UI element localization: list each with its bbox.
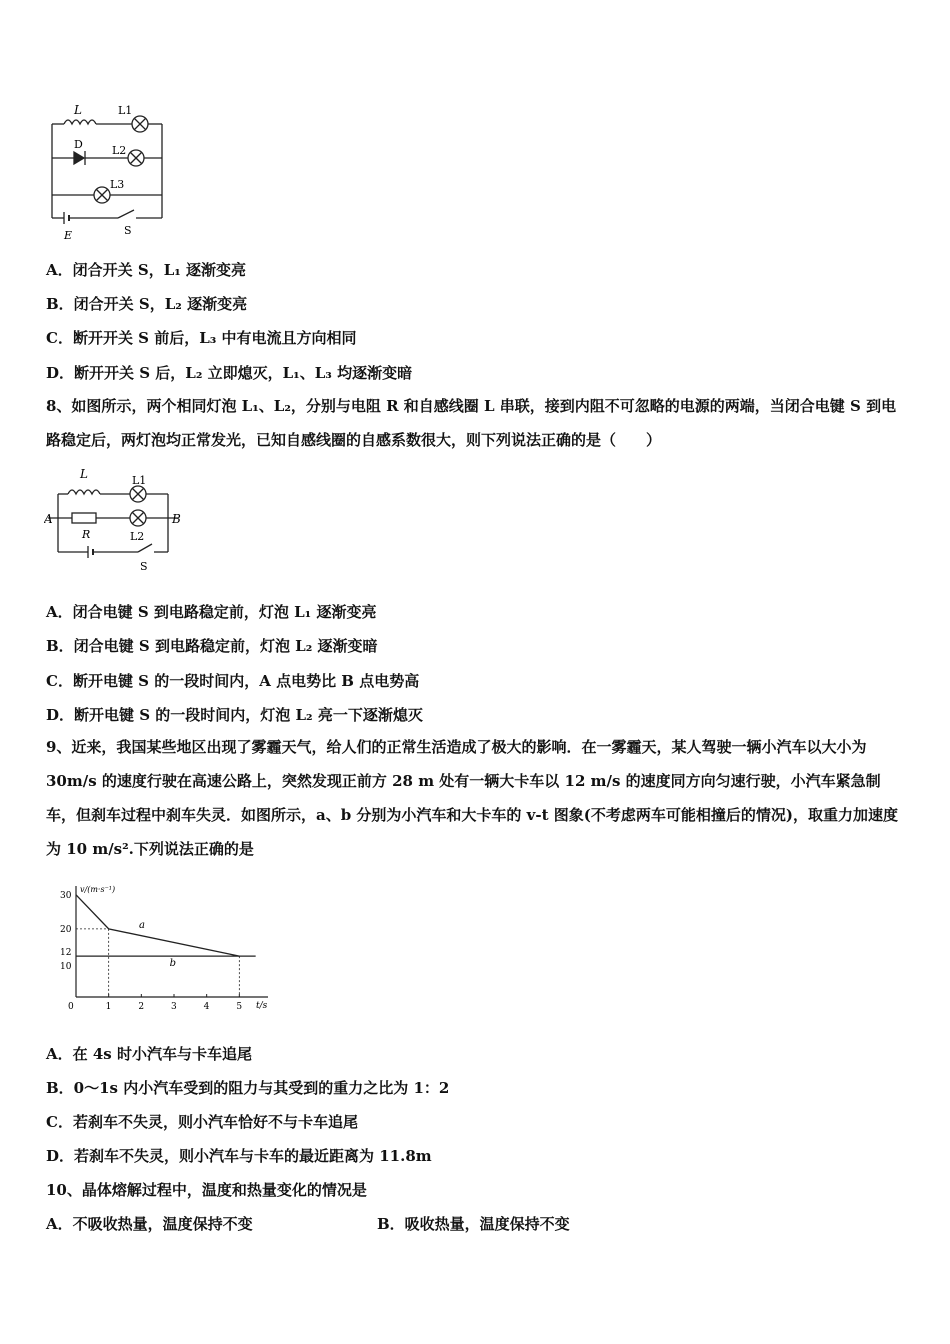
x-tick-label: 0 — [68, 1002, 74, 1012]
x-axis-label: t/s — [256, 1001, 268, 1011]
x-tick-label: 3 — [171, 1002, 177, 1012]
q9-option-b: B．0～1s 内小汽车受到的阻力与其受到的重力之比为 1：2 — [46, 1079, 450, 1097]
circuit-figure-q7 — [40, 100, 180, 245]
x-tick-label: 2 — [138, 1002, 145, 1012]
label-L2: L2 — [112, 144, 127, 157]
q9-stem: 9、近来，我国某些地区出现了雾霾天气，给人们的正常生活造成了极大的影响．在一雾霾天，某人驾驶一辆小汽车以大小为 30m/s 的速度行驶在高速公路上，突然发现正前方 28 m 处有一辆大卡车以 12 m/s 的速度同方向匀速行驶，小汽车紧急制车，但刹车过程中刹车失灵．如图所示，a、b 分别为小汽车和大卡车的 v-t 图象(不考虑两车可能相撞后的情况)，取重力加速度为 10 m/s².下列说法正确的是 — [46, 738, 898, 858]
q8-option-b: B．闭合电键 S 到电路稳定前，灯泡 L₂ 逐渐变暗 — [46, 637, 378, 655]
q7-option-d: D．断开开关 S 后，L₂ 立即熄灭，L₁、L₃ 均逐渐变暗 — [46, 364, 413, 382]
q8-option-d: D．断开电键 S 的一段时间内，灯泡 L₂ 亮一下逐渐熄灭 — [46, 706, 423, 724]
q7-option-c: C．断开开关 S 前后，L₃ 中有电流且方向相同 — [46, 329, 357, 347]
q8-stem: 8、如图所示，两个相同灯泡 L₁、L₂，分别与电阻 R 和自感线圈 L 串联，接到内阻不可忽略的电源的两端，当闭合电键 S 到电路稳定后，两灯泡均正常发光，已知自感线圈的自感系数很大，则下列说法正确的是（ ） — [46, 397, 897, 449]
q8-option-a: A．闭合电键 S 到电路稳定前，灯泡 L₁ 逐渐变亮 — [46, 603, 377, 621]
label-L1: L1 — [118, 104, 133, 117]
label-R: R — [82, 528, 91, 541]
q7-option-a: A．闭合开关 S，L₁ 逐渐变亮 — [46, 261, 247, 279]
q8-option-c: C．断开电键 S 的一段时间内，A 点电势比 B 点电势高 — [46, 672, 420, 690]
y-tick-label: 10 — [60, 961, 72, 972]
q9-option-a: A．在 4s 时小汽车与卡车追尾 — [46, 1045, 252, 1063]
vt-chart — [58, 882, 278, 1012]
label-A: A — [44, 512, 53, 526]
q10-option-b: B．吸收热量，温度保持不变 — [377, 1215, 570, 1233]
label-L2: L2 — [130, 530, 145, 543]
series-line-a — [76, 895, 239, 956]
y-axis-label: v/(m·s⁻¹) — [80, 885, 116, 894]
q7-option-b: B．闭合开关 S，L₂ 逐渐变亮 — [46, 295, 248, 313]
label-L: L — [74, 103, 82, 117]
label-D: D — [74, 138, 83, 151]
label-B: B — [172, 512, 181, 526]
circuit-figure-q8 — [44, 462, 184, 574]
q9-option-d: D．若刹车不失灵，则小汽车与卡车的最近距离为 11.8m — [46, 1147, 432, 1165]
x-tick-label: 1 — [105, 1002, 112, 1012]
label-L1: L1 — [132, 474, 147, 487]
series-label-b: b — [169, 958, 177, 970]
x-tick-label: 4 — [203, 1002, 210, 1012]
label-L: L — [80, 467, 88, 481]
y-tick-label: 20 — [60, 924, 72, 935]
y-tick-label: 12 — [60, 948, 72, 959]
q10-stem: 10、晶体熔解过程中，温度和热量变化的情况是 — [46, 1181, 367, 1199]
label-E: E — [64, 229, 73, 242]
label-S: S — [124, 224, 132, 237]
label-S: S — [140, 560, 148, 573]
y-tick-label: 30 — [60, 890, 72, 901]
q10-option-a: A．不吸收热量，温度保持不变 — [46, 1215, 253, 1233]
label-L3: L3 — [110, 178, 125, 191]
x-tick-label: 5 — [236, 1002, 243, 1012]
q9-option-c: C．若刹车不失灵，则小汽车恰好不与卡车追尾 — [46, 1113, 358, 1131]
series-label-a: a — [139, 919, 145, 931]
